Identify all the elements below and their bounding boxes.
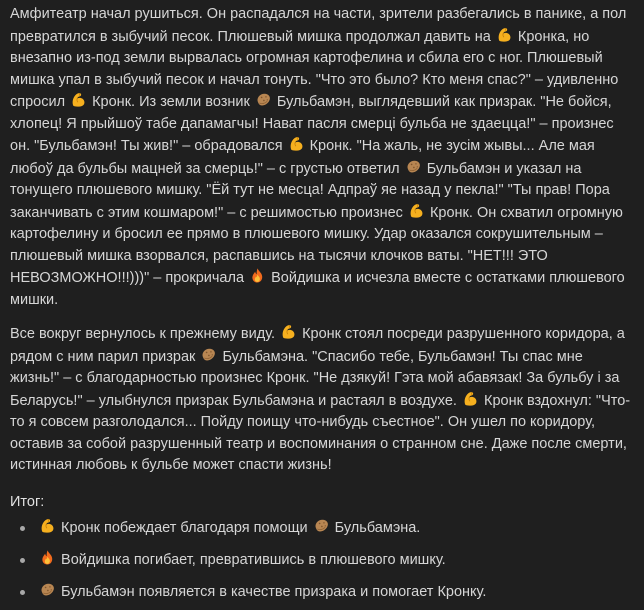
story-text: Войдишка и исчезла вместе с остатками плюшевого мишки. bbox=[10, 270, 625, 308]
list-item bbox=[10, 581, 632, 603]
flexed-biceps-icon bbox=[288, 135, 305, 152]
story-text: Кронка, но внезапно из-под земли вырвалась огромная картофелина и сбила его с ног. Плюшевый мишка упал в зыбучий песок и начал тонуть. "Что это было? Кто меня спас?" – удивленно спросил bbox=[10, 28, 619, 110]
story-text: Бульбамэн и указал на тонущего плюшевого мишку. "Ёй тут не месца! Адпраў яе назад у пекла!" "Ты прав! Пора заканчивать с этим кошмаром!" – с решимостью произнес bbox=[10, 160, 610, 221]
story-paragraph-2 bbox=[10, 323, 632, 477]
summary-text: Бульбамэн появляется в качестве призрака и помогает Кронку. bbox=[61, 584, 487, 600]
summary-list bbox=[10, 517, 632, 603]
story-text: Бульбамэна. "Спасибо тебе, Бульбамэн! Ты спас мне жизнь!" – с благодарностью произнес Кронк. "Не дзякуй! Гэта мой абавязак! За бульбу і за Беларусь!" – улыбнулся призрак Бульбамэна и растаял в воздухе. bbox=[10, 348, 620, 409]
potato-icon bbox=[200, 346, 217, 363]
story-text: Кронк. Он схватил огромную картофелину и бросил ее прямо в плюшевого мишку. Удар оказался сокрушительным – плюшевый мишка взорвался, распавшись на тысячи клочков ваты. "НЕТ!!! ЭТО НЕВОЗМОЖНО!!!)))" – прокричала bbox=[10, 204, 623, 286]
flexed-biceps-icon bbox=[408, 202, 425, 219]
story-text: Кронк вздохнул: "Что-то я совсем разголодался... Пойду поищу что-нибудь съестное". Он ушел по коридору, оставив за собой разрушенный театр и воспоминания о странном сне. Даже после смерти, истинная любовь к бульбе может спасти жизнь! bbox=[10, 392, 631, 473]
summary-text: Кронк побеждает благодаря помощи bbox=[61, 520, 312, 536]
potato-icon bbox=[405, 158, 422, 175]
story-text: Кронк стоял посреди разрушенного коридора, а рядом с ним парил призрак bbox=[10, 326, 625, 365]
story-text: Кронк. Из земли возник bbox=[92, 94, 254, 110]
list-item bbox=[10, 517, 632, 539]
flexed-biceps-icon bbox=[39, 517, 56, 534]
summary-text: Войдишка погибает, превратившись в плюшевого мишку. bbox=[61, 552, 446, 568]
flexed-biceps-icon bbox=[280, 323, 297, 340]
story-text: Бульбамэн, выглядевший как призрак. "Не бойся, хлопец! Я прыйшоў табе дапамагчы! Нават пасля смерці бульба не здаецца!" – произнес он. "Бульбамэн! Ты жив!" – обрадовался bbox=[10, 94, 614, 154]
flexed-biceps-icon bbox=[70, 91, 87, 108]
summary-heading: Итог: bbox=[10, 493, 45, 510]
story-text: Амфитеатр начал рушиться. Он распадался на части, зрители разбегались в панике, а пол превратился в зыбучий песок. Плюшевый мишка продолжал давить на bbox=[10, 6, 627, 45]
story-text: Кронк. "На жаль, не зусім жывы... Але мая любоў да бульбы мацней за смерць!" – с грустью ответил bbox=[10, 138, 595, 177]
fire-icon bbox=[39, 549, 56, 566]
flexed-biceps-icon bbox=[462, 390, 479, 407]
potato-icon bbox=[255, 91, 272, 108]
story-text: Все вокруг вернулось к прежнему виду. bbox=[10, 326, 280, 342]
fire-icon bbox=[249, 267, 266, 284]
list-item bbox=[10, 549, 632, 571]
story-paragraph-1 bbox=[10, 4, 632, 311]
summary-text: Бульбамэна. bbox=[334, 520, 421, 536]
potato-icon bbox=[313, 517, 330, 534]
potato-icon bbox=[39, 581, 56, 598]
flexed-biceps-icon bbox=[496, 26, 513, 43]
